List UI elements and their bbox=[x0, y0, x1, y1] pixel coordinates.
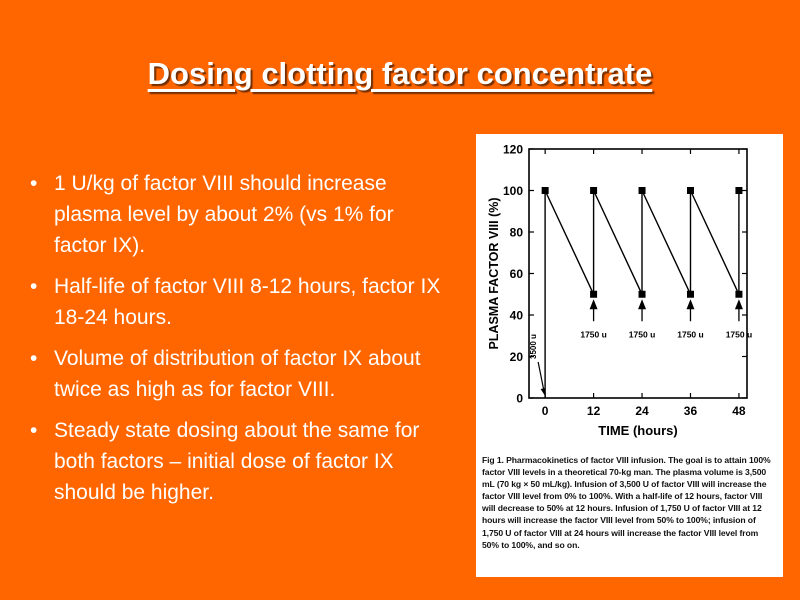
y-tick-label: 40 bbox=[509, 308, 523, 323]
slide-title: Dosing clotting factor concentrate bbox=[147, 56, 653, 91]
data-point bbox=[639, 187, 646, 194]
dose-arrowhead bbox=[638, 299, 646, 309]
bullet-item: • 1 U/kg of factor VIII should increase plasma level by about 2% (vs 1% for factor IX). bbox=[28, 168, 448, 261]
data-point bbox=[735, 291, 742, 298]
data-point bbox=[590, 291, 597, 298]
x-tick-label: 48 bbox=[732, 404, 746, 418]
pharmacokinetics-figure bbox=[476, 134, 783, 577]
data-point bbox=[590, 187, 597, 194]
data-point bbox=[735, 187, 742, 194]
data-point bbox=[639, 291, 646, 298]
dose-label: 1750 u bbox=[725, 329, 753, 340]
y-tick-label: 0 bbox=[516, 391, 523, 406]
data-point bbox=[687, 187, 694, 194]
bullet-item: • Volume of distribution of factor IX about twice as high as for factor VIII. bbox=[28, 343, 448, 405]
dose-arrowhead bbox=[590, 299, 598, 309]
bullet-item: • Half-life of factor VIII 8-12 hours, factor IX 18-24 hours. bbox=[28, 271, 448, 333]
dose-label: 3500 u bbox=[529, 334, 539, 359]
x-axis-label: TIME (hours) bbox=[598, 423, 678, 438]
dose-arrowhead bbox=[541, 388, 546, 396]
y-tick-label: 80 bbox=[509, 225, 523, 240]
dose-arrow bbox=[538, 362, 544, 392]
pharmacokinetics-chart bbox=[476, 134, 783, 444]
bullet-list bbox=[28, 168, 448, 518]
y-tick-label: 100 bbox=[502, 184, 523, 198]
y-tick-label: 20 bbox=[509, 350, 523, 364]
plot-frame bbox=[529, 149, 747, 398]
bullet-item: • Steady state dosing about the same for both factors – initial dose of factor IX should be higher. bbox=[28, 415, 448, 508]
data-point bbox=[542, 187, 549, 194]
dose-label: 1750 u bbox=[677, 329, 704, 340]
dose-label: 1750 u bbox=[580, 329, 607, 340]
y-axis-label: PLASMA FACTOR VIII (%) bbox=[487, 197, 501, 350]
dose-label: 1750 u bbox=[628, 329, 656, 340]
x-tick-label: 24 bbox=[635, 404, 649, 418]
dose-arrowhead bbox=[735, 299, 743, 309]
y-tick-label: 120 bbox=[502, 142, 523, 157]
x-tick-label: 36 bbox=[683, 404, 698, 418]
data-point bbox=[687, 291, 694, 298]
y-tick-label: 60 bbox=[509, 267, 523, 281]
x-tick-label: 12 bbox=[586, 404, 601, 418]
x-tick-label: 0 bbox=[541, 404, 549, 418]
dose-arrowhead bbox=[686, 299, 694, 309]
figure-caption: Fig 1. Pharmacokinetics of factor VIII infusion. The goal is to attain 100% factor VIII levels in a theoretical 70-kg man. The plasma volume is 3,500 mL (70 kg × 50 mL/kg). Infusion of 3,500 U of factor VIII will increase the factor VIII level from 0% to 100%. With a half-life of 12 hours, factor VIII will decrease to 50% at 12 hours. Infusion of 1,750 U of factor VIII at 12 hours will increase the factor VIII level from 50% to 100%; infusion of 1,750 U of factor VIII at 24 hours will increase the factor VIII level from 50% to 100%, and so on. bbox=[482, 455, 771, 550]
